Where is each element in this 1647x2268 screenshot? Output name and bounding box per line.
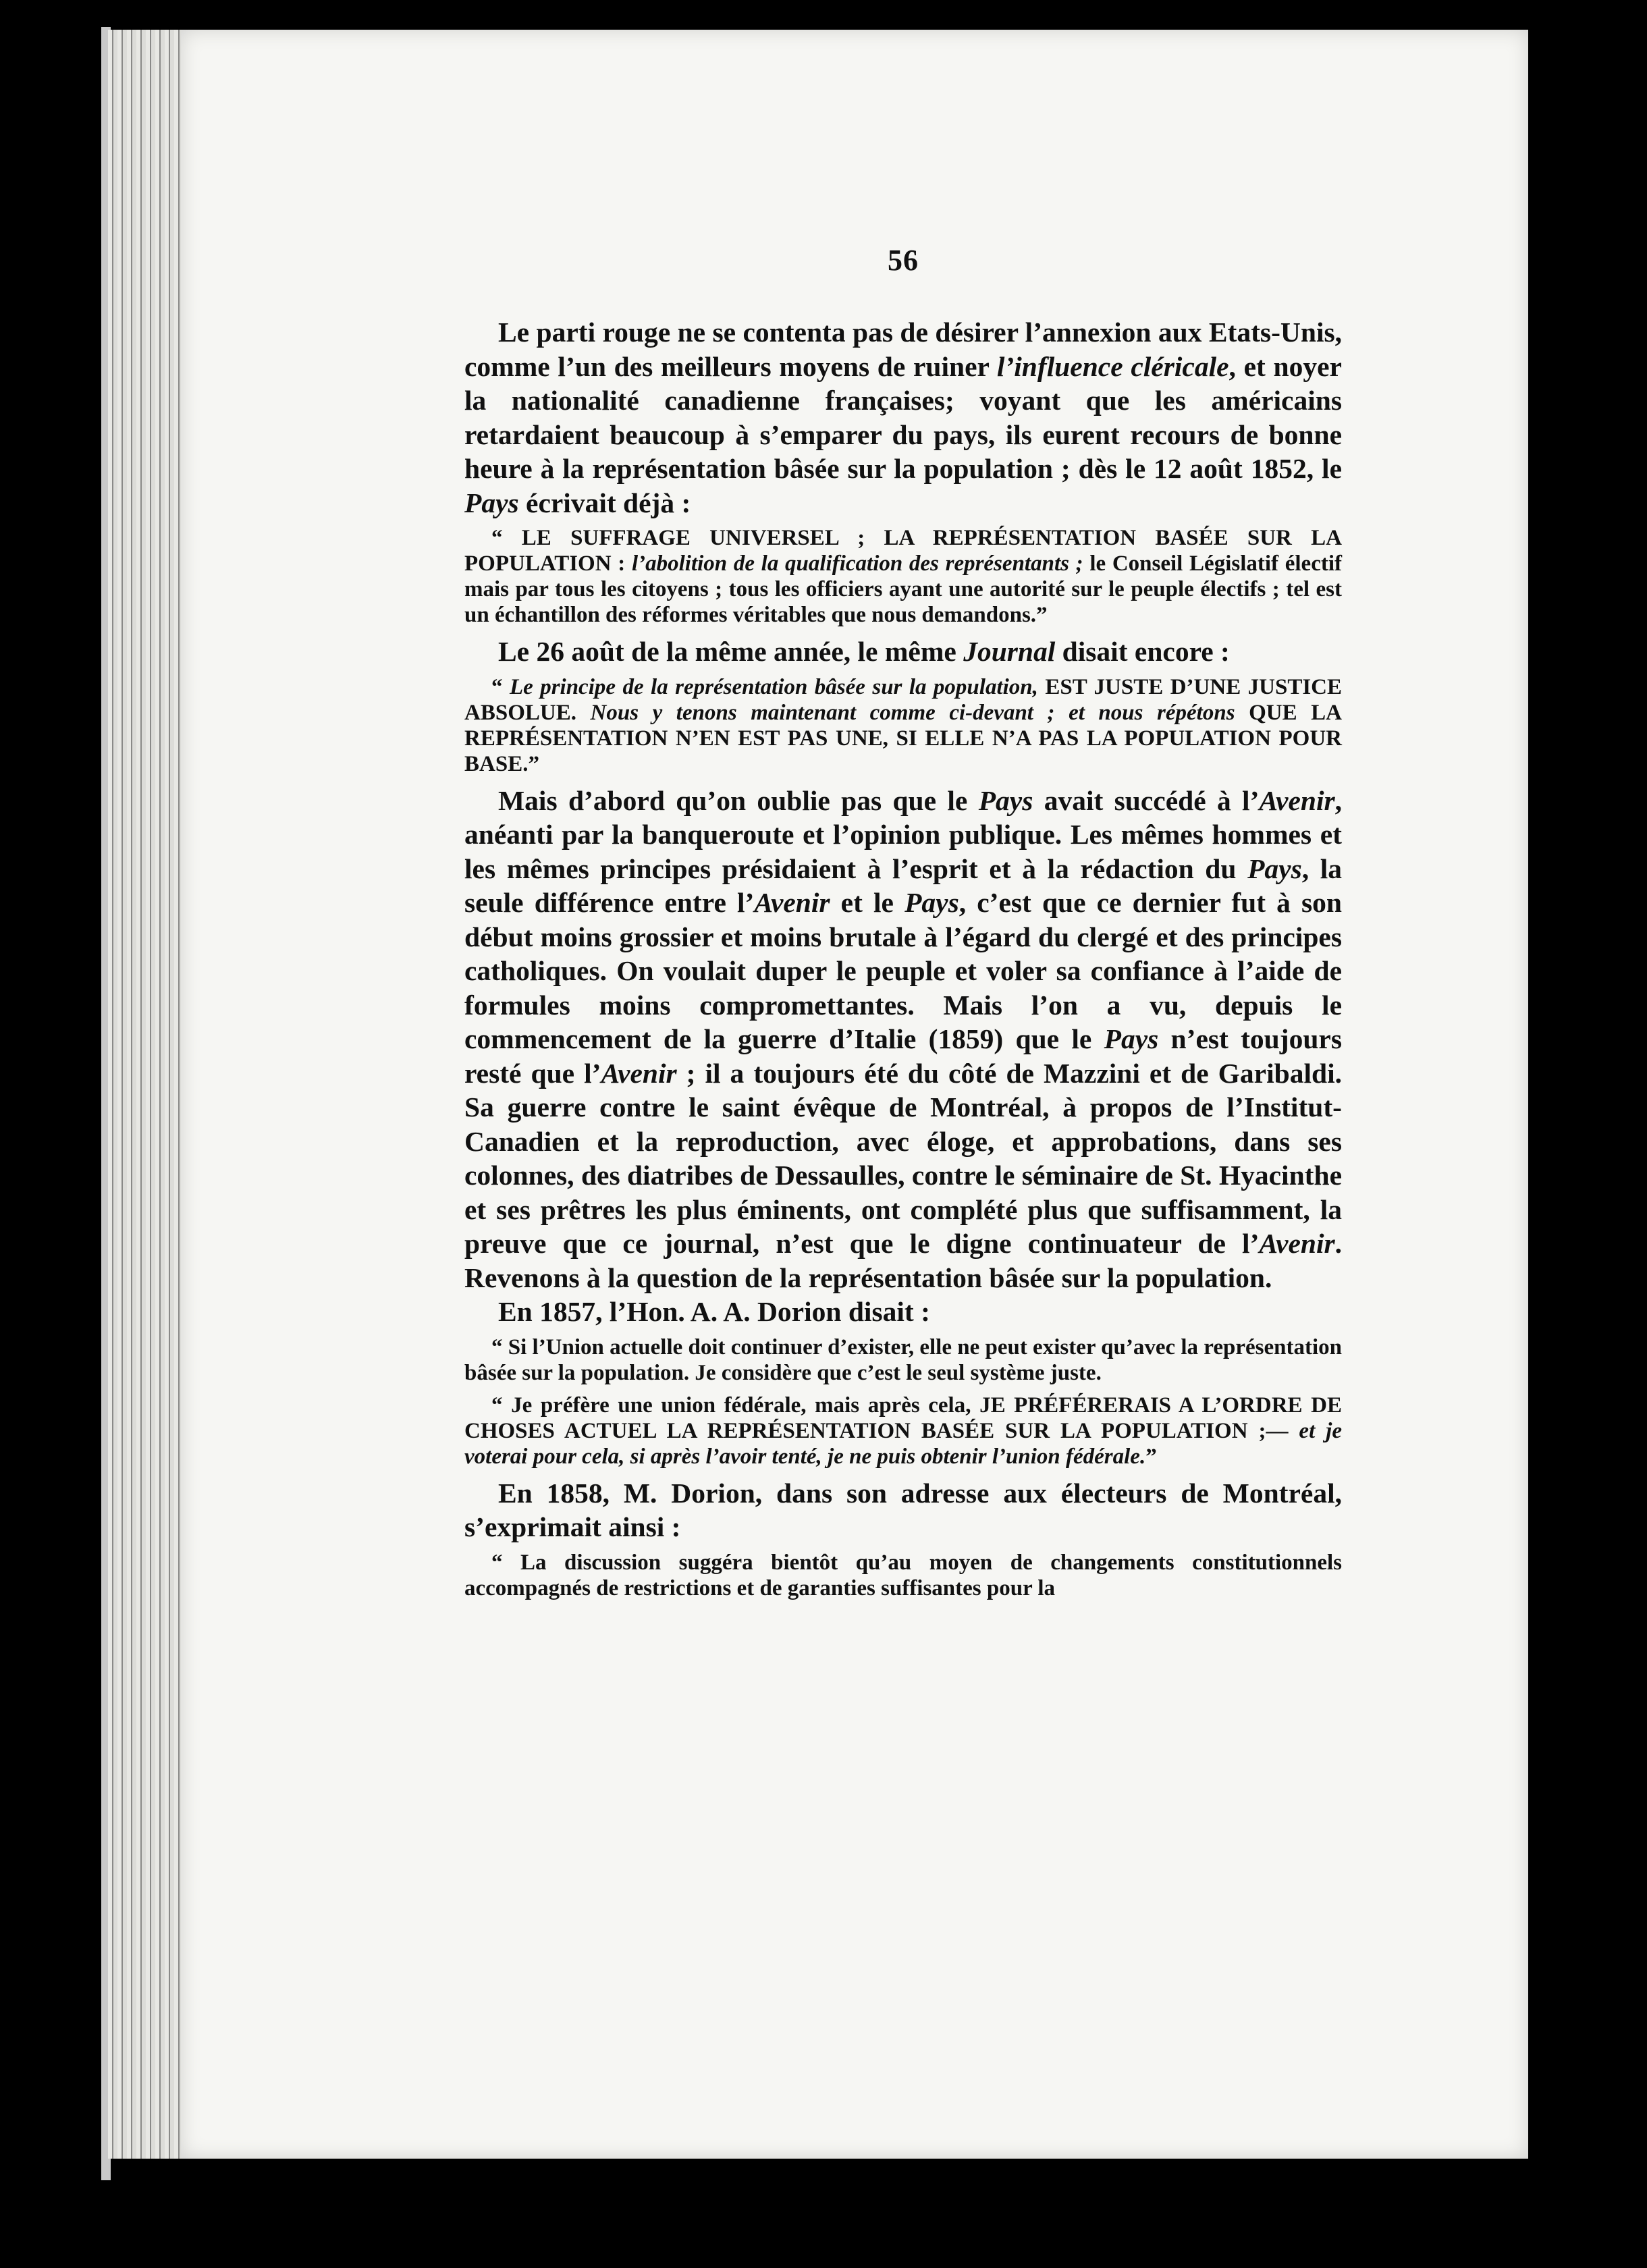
body-paragraph <box>464 784 1342 1295</box>
text-run: “ Je préfère une union fédérale, mais après cela, JE PRÉFÉRERAIS A L’ORDRE DE CHOSES ACTUEL LA REPRÉSENTATION BASÉE SUR LA POPULATION ;— <box>464 1393 1342 1443</box>
text-run: En 1857, l’Hon. A. A. Dorion disait : <box>498 1296 930 1327</box>
quotation-paragraph <box>464 674 1342 777</box>
text-run: “ LE SUFFRAGE UNIVERSEL ; LA REPRÉSENTATION BASÉE SUR LA POPULATION : <box>464 526 1342 576</box>
text-run: le Conseil Législatif électif mais par tous les citoyens ; tous les officiers ayant une autorité sur le peuple électifs ; tel est un échantillon des réformes véritables que nous demandons.” <box>464 551 1342 627</box>
page-body <box>464 315 1342 1601</box>
italic-run: Pays <box>905 887 959 918</box>
body-paragraph <box>464 634 1342 669</box>
text-run: Le 26 août de la même année, le même <box>498 636 964 667</box>
italic-run: Pays <box>464 487 519 518</box>
page-number: 56 <box>888 244 919 277</box>
italic-run: Pays <box>1104 1023 1159 1054</box>
italic-run: Avenir <box>1259 784 1335 816</box>
text-run: écrivait déjà : <box>518 487 691 518</box>
italic-run: Le principe de la représentation bâsée sur la population, <box>509 674 1038 699</box>
text-run: , anéanti par la banqueroute et l’opinion publique. Les mêmes hommes et les mêmes principes présidaient à l’esprit et à la rédaction du <box>464 784 1342 884</box>
body-paragraph <box>464 1476 1342 1544</box>
text-run: Mais d’abord qu’on oublie pas que le <box>498 784 979 816</box>
text-run: “ <box>491 674 510 699</box>
text-run: . Revenons à la question de la représentation bâsée sur la population. <box>464 1228 1342 1293</box>
body-paragraph <box>464 315 1342 520</box>
italic-run: l’influence cléricale <box>996 350 1229 382</box>
text-run: “ La discussion suggéra bientôt qu’au moyen de changements constitutionnels accompagnés de restrictions et de garanties suffisantes pour la <box>464 1550 1342 1600</box>
italic-run: et je voterai pour cela, si après l’avoir tenté, je ne puis obtenir l’union fédérale. <box>464 1418 1342 1469</box>
quotation-paragraph <box>464 525 1342 628</box>
text-run: ; il a toujours été du côté de Mazzini et de Garibaldi. Sa guerre contre le saint évêque de Montréal, à propos de l’Institut-Canadien et la reproduction, avec éloge, et approbations, dans ses colonnes, des diatribes de Dessaulles, contre le séminaire de St. Hyacinthe et ses prêtres les plus éminents, ont complété plus que suffisamment, la preuve que ce journal, n’est que le digne continuateur de l’ <box>464 1057 1342 1259</box>
text-run: QUE LA REPRÉSENTATION N’EN EST PAS UNE, SI ELLE N’A PAS LA POPULATION POUR BASE.” <box>464 700 1343 776</box>
text-run: disait encore : <box>1055 636 1230 667</box>
quotation-paragraph <box>464 1393 1342 1469</box>
page-stack-edges <box>108 30 182 2159</box>
body-paragraph <box>464 1295 1342 1329</box>
text-run: avait succédé à l’ <box>1033 784 1260 816</box>
page-text <box>464 243 1342 1608</box>
text-run: “ Si l’Union actuelle doit continuer d’exister, elle ne peut exister qu’avec la représentation bâsée sur la population. Je considère que c’est le seul système juste. <box>464 1334 1342 1385</box>
italic-run: Pays <box>978 784 1033 816</box>
italic-run: Avenir <box>754 887 830 918</box>
italic-run: Avenir <box>1259 1228 1335 1259</box>
text-run: Le parti rouge ne se contenta pas de désirer l’annexion aux Etats-Unis, comme l’un des meilleurs moyens de ruiner <box>464 317 1342 382</box>
text-run: , c’est que ce dernier fut à son début moins grossier et moins brutale à l’égard du clergé et des principes catholiques. On voulait duper le peuple et voler sa confiance à l’aide de formules moins compromettantes. Mais l’on a vu, depuis le commencement de la guerre d’Italie (1859) que le <box>464 887 1342 1054</box>
text-run: et le <box>830 887 905 918</box>
italic-run: Journal <box>963 636 1056 667</box>
italic-run: l’abolition de la qualification des représentants ; <box>631 551 1083 576</box>
text-run: ” <box>1145 1444 1157 1469</box>
italic-run: Nous y tenons maintenant comme ci-devant ; et nous répétons <box>590 700 1235 725</box>
italic-run: Avenir <box>601 1057 677 1089</box>
text-run: , et noyer la nationalité canadienne françaises; voyant que les américains retardaient beaucoup à s’emparer du pays, ils eurent recours de bonne heure à la représentation bâsée sur la population ; dès le 12 août 1852, le <box>464 350 1342 484</box>
text-run: n’est toujours resté que l’ <box>464 1023 1342 1089</box>
italic-run: Pays <box>1247 853 1302 884</box>
quotation-paragraph <box>464 1550 1342 1601</box>
text-run: EST JUSTE D’UNE JUSTICE ABSOLUE. <box>464 674 1343 725</box>
quotation-paragraph <box>464 1334 1342 1386</box>
text-run: , la seule différence entre l’ <box>464 853 1342 918</box>
text-run: En 1858, M. Dorion, dans son adresse aux électeurs de Montréal, s’exprimait ainsi : <box>464 1477 1342 1542</box>
